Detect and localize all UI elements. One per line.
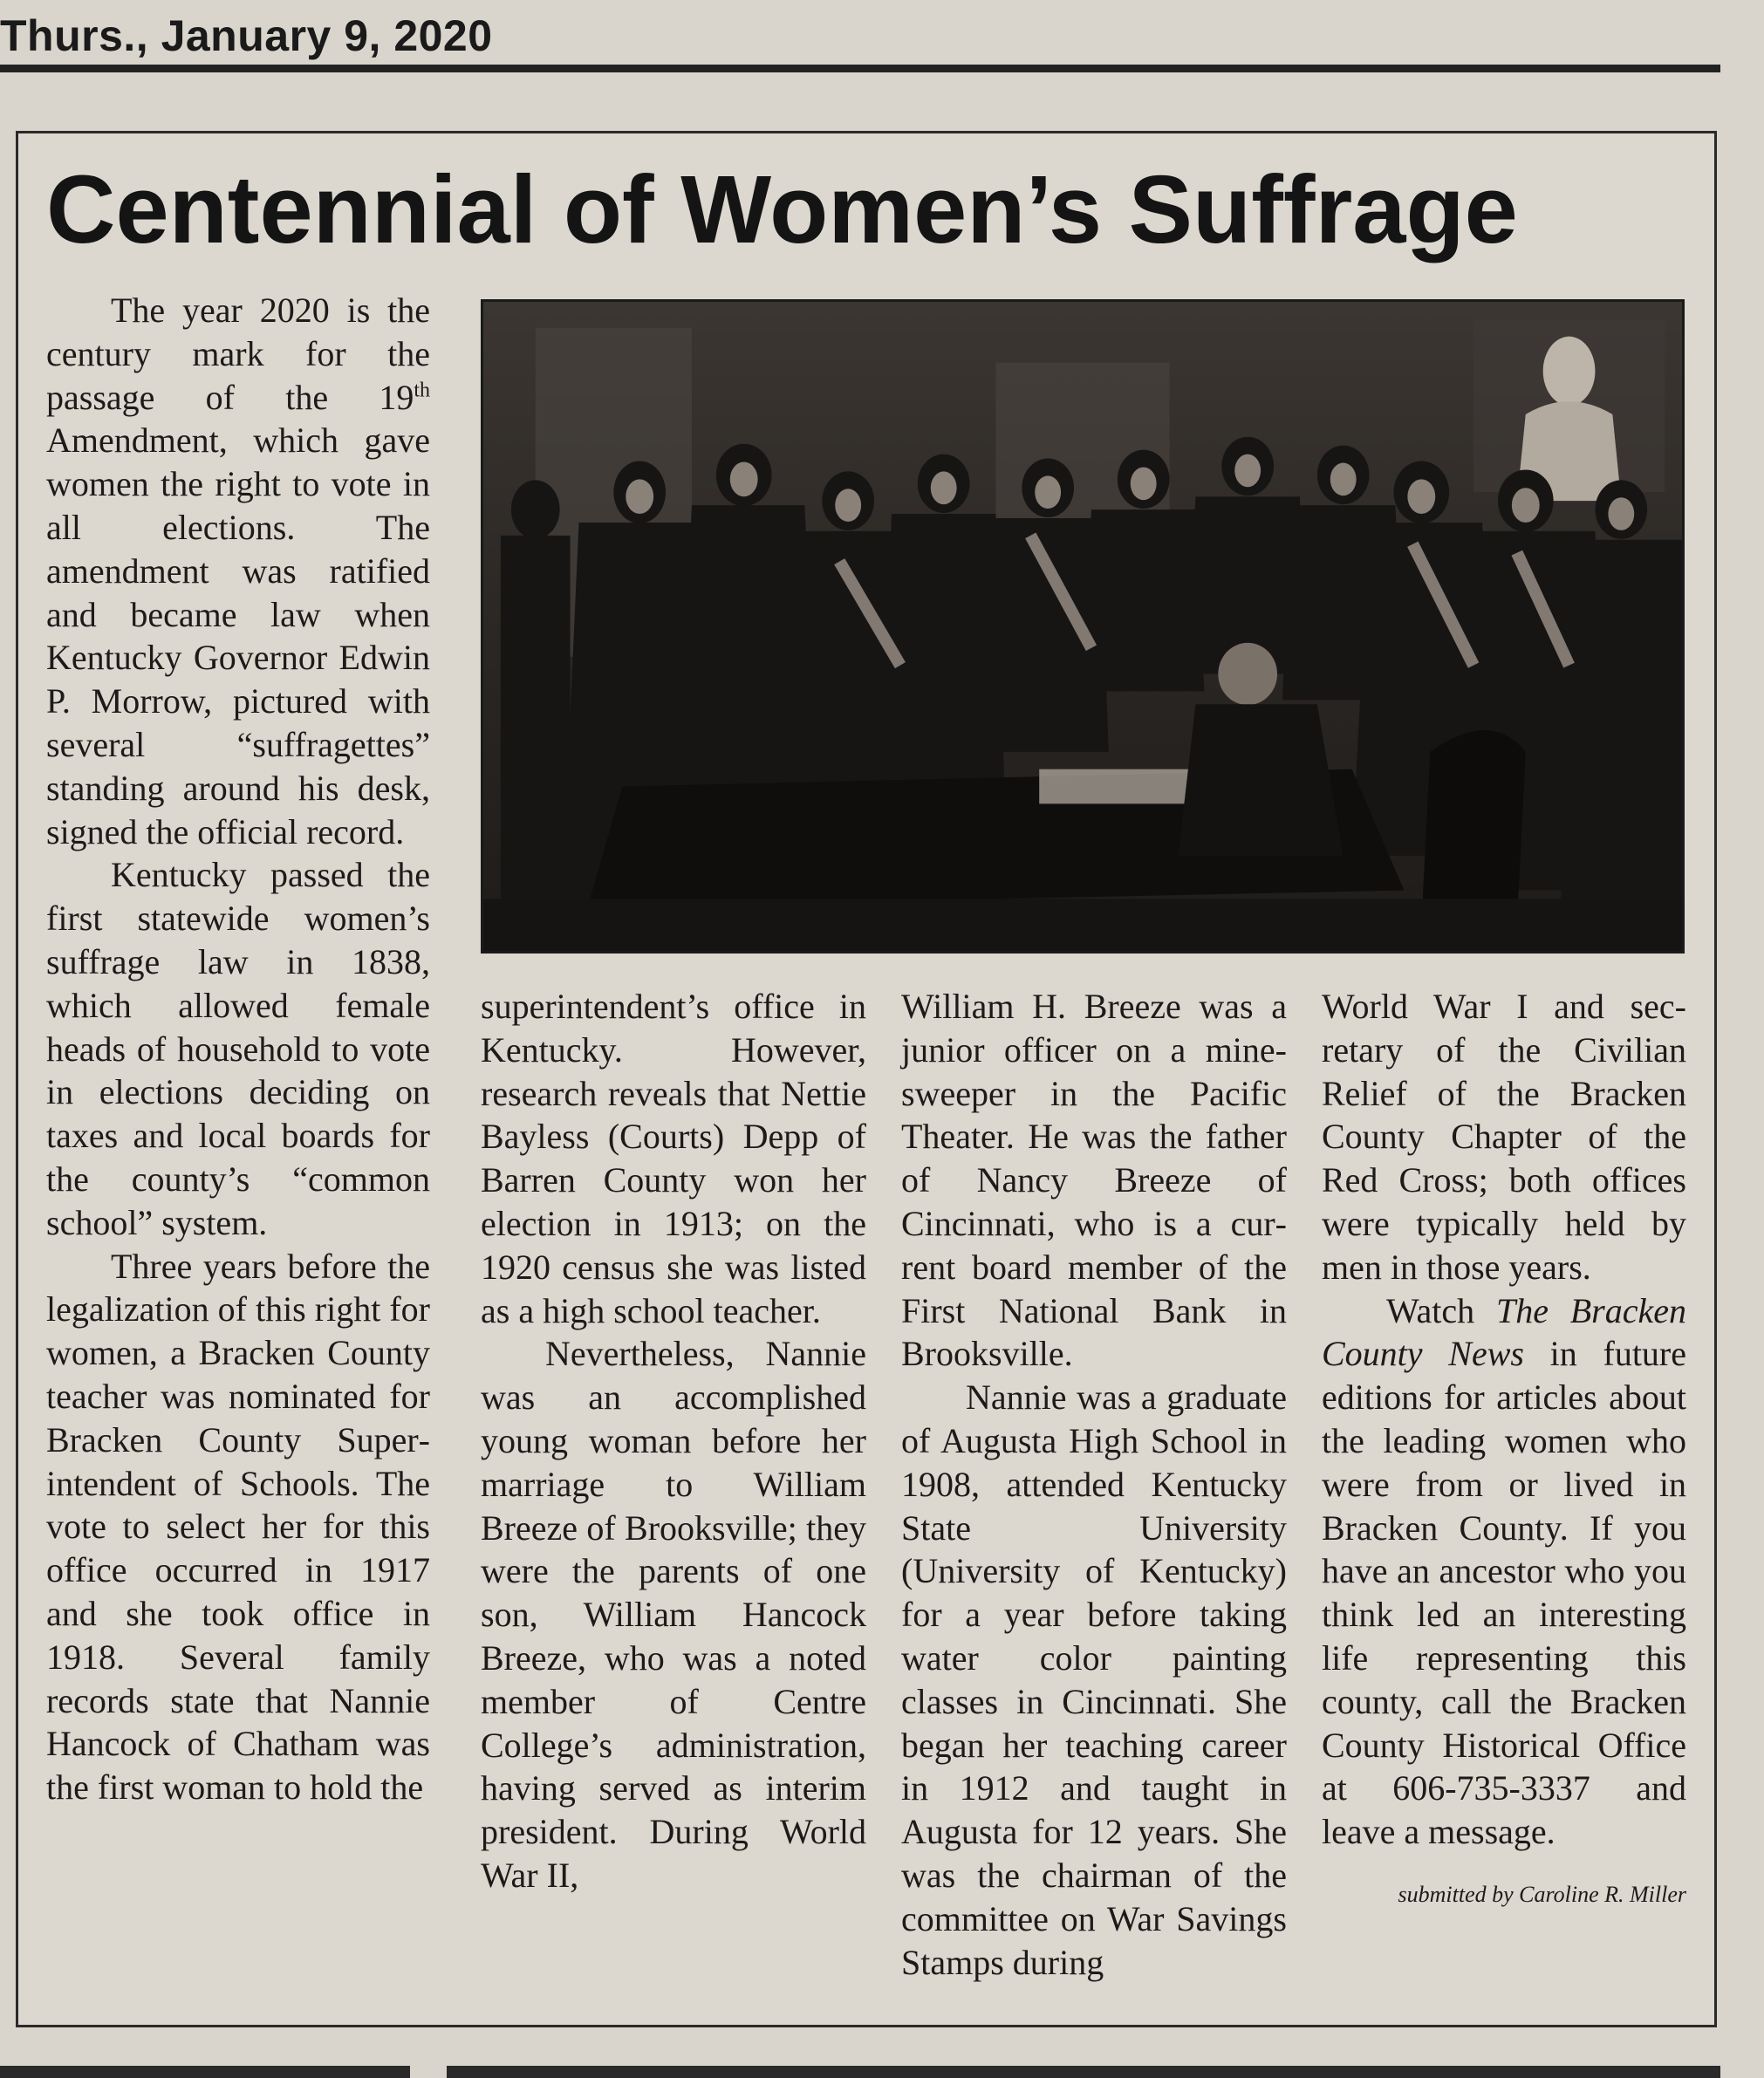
column-4-text: Watch bbox=[1386, 1290, 1496, 1330]
column-2-paragraph-1: superintendent’s office in Kentucky. However, research reveals that Nettie Bayless (Courts) Depp of Barren County won her election in 1913; on the 1920 census she was listed as a high school teacher. bbox=[481, 987, 866, 1330]
dateline: Thurs., January 9, 2020 bbox=[0, 11, 493, 60]
newspaper-name: The Bracken County News bbox=[1322, 1290, 1686, 1374]
headline: Centennial of Women’s Suffrage bbox=[46, 156, 1518, 263]
photo-illustration bbox=[483, 302, 1682, 951]
column-4 bbox=[1322, 985, 1686, 1917]
column-1 bbox=[46, 289, 430, 1809]
column-1-paragraph-1 bbox=[46, 289, 430, 853]
bottom-rule-left bbox=[0, 2066, 410, 2078]
top-rule bbox=[0, 65, 1720, 72]
column-1-text: Amendment, which gave women the right to vote in all elections. The amendment was ratified and became law when Kentucky Governor Edwin P. Morrow, pictured with several “suffragettes” standing around his desk, signed the official record. bbox=[46, 420, 430, 851]
column-3 bbox=[901, 985, 1287, 1984]
column-4-paragraph-1: World War I and secretary of the Civilian Relief of the Bracken County Chapter of the Red Cross; both offices were typically held by men in those years. bbox=[1322, 987, 1686, 1287]
column-1-paragraph-3: Three years before the legalization of this right for women, a Bracken County teacher was nominated for Bracken County Superintendent of Schools. The vote to select her for this office occurred in 1917 and she took office in 1918. Several family records state that Nannie Hancock of Chatham was the first woman to hold the bbox=[46, 1246, 430, 1808]
column-2-paragraph-2: Nevertheless, Nannie was an accomplished young woman before her marriage to William Breeze of Brooksville; they were the parents of one son, William Hancock Breeze, who was a noted member of Centre College’s administration, having served as interim president. During World War II, bbox=[481, 1334, 866, 1895]
column-4-paragraph-2 bbox=[1322, 1289, 1686, 1854]
ordinal-superscript: th bbox=[414, 379, 430, 402]
article-box bbox=[16, 131, 1717, 2027]
column-1-paragraph-2: Kentucky passed the first statewide women’s suffrage law in 1838, which allowed female heads of household to vote in elections deciding on taxes and local boards for the county’s “common school” system. bbox=[46, 855, 430, 1242]
article-photo bbox=[481, 299, 1685, 954]
column-4-text: in future editions for articles about the leading women who were from or lived in Bracken County. If you have an ancestor who you think led an interesting life representing this county, call the Bracken County Historical Office at 606-735-3337 and leave a message. bbox=[1322, 1334, 1687, 1852]
column-1-text: The year 2020 is the century mark for the passage of the 19 bbox=[46, 291, 430, 417]
byline-credit: submitted by Caroline R. Miller bbox=[1398, 1881, 1686, 1907]
column-2 bbox=[481, 985, 866, 1897]
column-3-paragraph-1: William H. Breeze was a junior officer on a minesweeper in the Pacific Theater. He was the father of Nancy Breeze of Cincinnati, who is a current board member of the First National Bank in Brooksville. bbox=[901, 987, 1287, 1374]
bottom-rule-right bbox=[447, 2066, 1720, 2078]
column-3-paragraph-2: Nannie was a graduate of Augusta High School in 1908, attended Kentucky State University (University of Kentucky) for a year before taking water color painting classes in Cincinnati. She began her teaching career in 1912 and taught in Augusta for 12 years. She was the chairman of the committee on War Savings Stamps during bbox=[901, 1377, 1287, 1982]
